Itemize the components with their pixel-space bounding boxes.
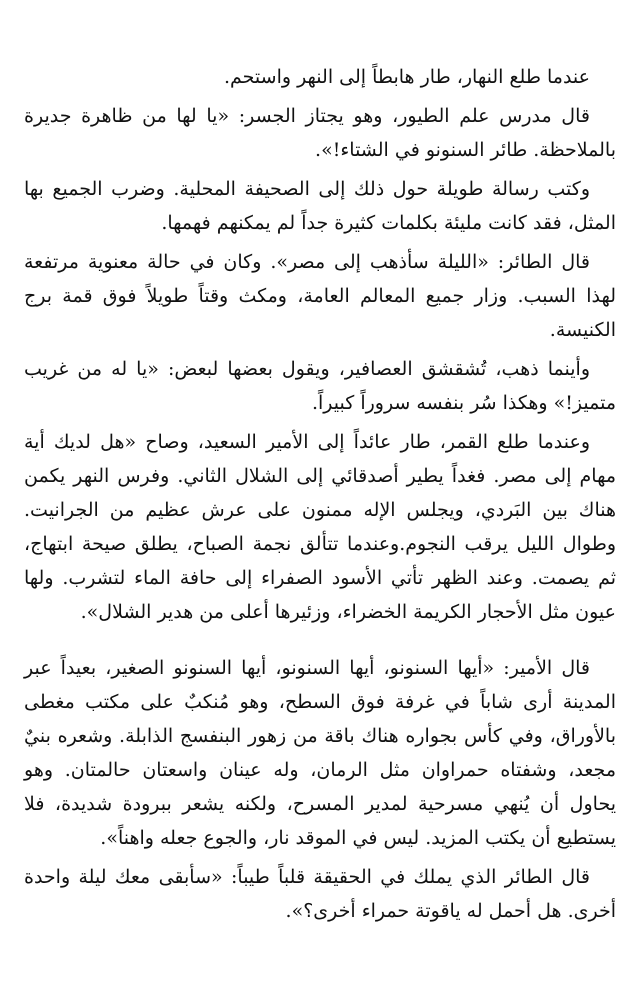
paragraph-1: عندما طلع النهار، طار هابطاً إلى النهر واستحم. — [223, 66, 590, 88]
paragraph-2: قال مدرس علم الطيور، وهو يجتاز الجسر: «يا لها من ظاهرة جديرة بالملاحظة. طائر السنونو في الشتاء!». — [24, 105, 616, 161]
paragraph-4: قال الطائر: «الليلة سأذهب إلى مصر». وكان في حالة معنوية مرتفعة لهذا السبب. وزار جميع المعالم العامة، ومكث وقتاً طويلاً فوق قمة برج الكنيسة. — [24, 251, 616, 341]
paragraph-8: قال الطائر الذي يملك في الحقيقة قلباً طيباً: «سأبقى معك ليلة واحدة أخرى. هل أحمل له ياقوتة حمراء أخرى؟». — [24, 866, 616, 922]
paragraph-3: وكتب رسالة طويلة حول ذلك إلى الصحيفة المحلية. وضرب الجميع بها المثل، فقد كانت مليئة بكلمات كثيرة جداً لم يمكنهم فهمها. — [24, 178, 616, 234]
paragraph-5: وأينما ذهب، تُشقشق العصافير، ويقول بعضها لبعض: «يا له من غريب متميز!» وهكذا سُر بنفسه سروراً كبيراً. — [24, 358, 616, 414]
paragraph-6: وعندما طلع القمر، طار عائداً إلى الأمير السعيد، وصاح «هل لديك أية مهام إلى مصر. فغداً يطير أصدقائي إلى الشلال الثاني. وفرس النهر يكمن هناك بين البَردي، ويجلس الإله ممنون على عرش عظيم من الجرانيت. وطوال الليل يرقب النجوم.وعندما تتألق نجمة الصباح، يطلق صيحة ابتهاج، ثم يصمت. وعند الظهر تأتي الأسود الصفراء إلى حافة الماء لتشرب. ولها عيون مثل الأحجار الكريمة الخضراء، وزئيرها أعلى من هدير الشلال». — [24, 431, 616, 623]
paragraph-7: قال الأمير: «أيها السنونو، أيها السنونو، أيها السنونو الصغير، بعيداً عبر المدينة أرى شاباً في غرفة فوق السطح، وهو مُنكبٌ على مكتب مغطى بالأوراق، وفي كأس بجواره هناك باقة من زهور البنفسج الذابلة. وشعره بنيٌ مجعد، وشفتاه حمراوان مثل الرمان، وله عينان واسعتان حالمتان. وهو يحاول أن يُنهي مسرحية لمدير المسرح، ولكنه يشعر ببرودة شديدة، فلا يستطيع أن يكتب المزيد. ليس في الموقد نار، والجوع جعله واهناً». — [24, 657, 616, 849]
